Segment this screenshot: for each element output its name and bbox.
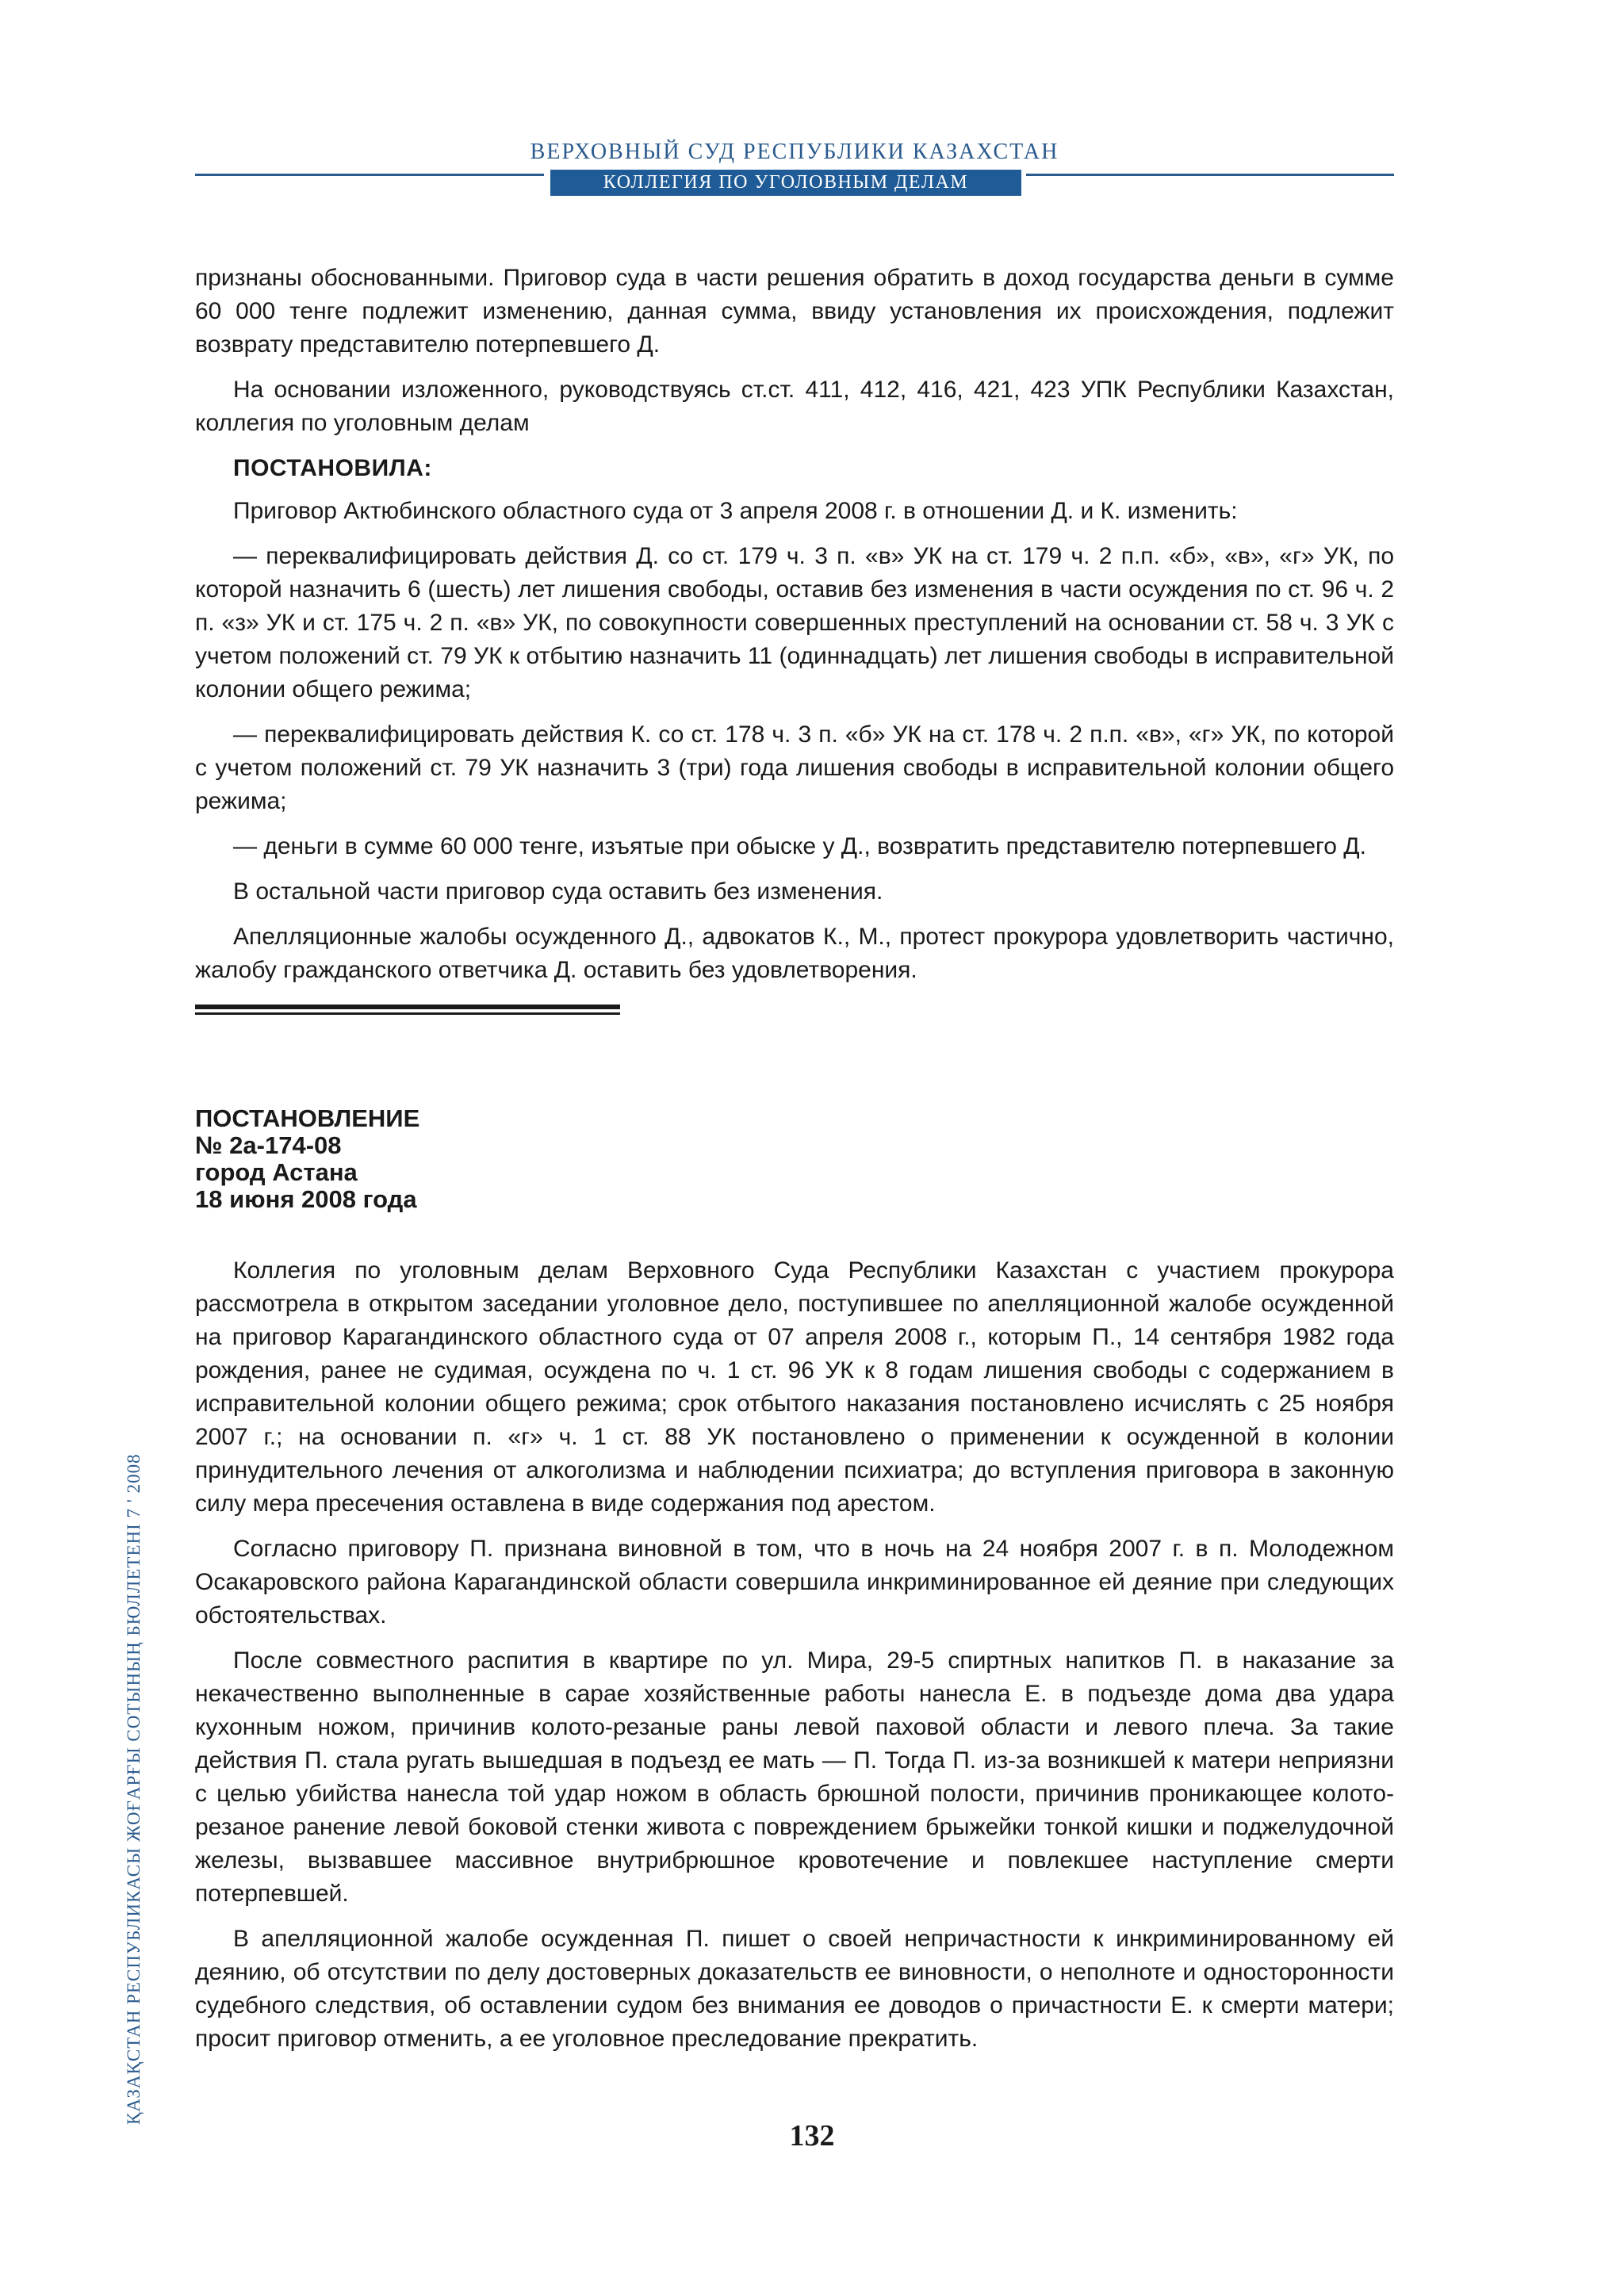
paragraph: Коллегия по уголовным делам Верховного Суда Республики Казахстан с участием прокурора рассмотрела в открытом заседании уголовное дело, поступившее по апелляционной жалобе осужденной на приговор Карагандинского областного суда от 07 апреля 2008 г., которым П., 14 сентября 1982 года рождения, ранее не судимая, осуждена по ч. 1 ст. 96 УК к 8 годам лишения свободы с содержанием в исправительной колонии общего режима; срок отбытого наказания постановлено исчислять с 25 ноября 2007 г.; на основании п. «г» ч. 1 ст. 88 УК постановлено о применении к осужденной в колонии принудительного лечения от алкоголизма и наблюдении психиатра; до вступления приговора в законную силу мера пресечения оставлена в виде содержания под арестом. bbox=[195, 1257, 1394, 1517]
header-title: ВЕРХОВНЫЙ СУД РЕСПУБЛИКИ КАЗАХСТАН bbox=[530, 140, 1059, 164]
paragraph: признаны обоснованными. Приговор суда в части решения обратить в доход государства деньги в сумме 60 000 тенге подлежит изменению, данная сумма, ввиду установления их происхождения, подлежит возврату представителю потерпевшего Д. bbox=[195, 265, 1394, 358]
paragraph: В остальной части приговор суда оставить без изменения. bbox=[233, 878, 883, 905]
paragraph: На основании изложенного, руководствуясь ст.ст. 411, 412, 416, 421, 423 УПК Республики Казахстан, коллегия по уголовным делам bbox=[195, 377, 1394, 436]
page-number: 132 bbox=[789, 2119, 835, 2152]
paragraph: Приговор Актюбинского областного суда от 3 апреля 2008 г. в отношении Д. и К. изменить: bbox=[233, 498, 1238, 524]
spacer bbox=[195, 1213, 1394, 1254]
page-header bbox=[195, 140, 1394, 203]
decision-number: № 2а-174-08 bbox=[195, 1131, 342, 1159]
decision-date: 18 июня 2008 года bbox=[195, 1185, 417, 1213]
paragraph: В апелляционной жалобе осужденная П. пишет о своей непричастности к инкриминированному ей деянию, об отсутствии по делу достоверных доказательств ее виновности, о неполноте и односторонности судебного следствия, об оставлении судом без внимания ее доводов о причастности Е. к смерти матери; просит приговор отменить, а ее уголовное преследование прекратить. bbox=[195, 1926, 1394, 2052]
header-rule-right bbox=[1026, 174, 1394, 176]
decision-header bbox=[195, 1105, 1394, 1213]
section-divider bbox=[195, 1004, 620, 1015]
divider-thin-line bbox=[195, 1012, 620, 1015]
header-subtitle: КОЛЛЕГИЯ ПО УГОЛОВНЫМ ДЕЛАМ bbox=[550, 170, 1021, 196]
paragraph: Согласно приговору П. признана виновной в том, что в ночь на 24 ноября 2007 г. в п. Молодежном Осакаровского района Карагандинской области совершила инкриминированное ей деяние при следующих обстоятельствах. bbox=[195, 1536, 1394, 1628]
paragraph: — переквалифицировать действия К. со ст. 178 ч. 3 п. «б» УК на ст. 178 ч. 2 п.п. «в», «г» УК, по которой с учетом положений ст. 79 УК назначить 3 (три) года лишения свободы в исправительной колонии общего режима; bbox=[195, 721, 1394, 814]
divider-thick-line bbox=[195, 1004, 620, 1009]
paragraph: — переквалифицировать действия Д. со ст. 179 ч. 3 п. «в» УК на ст. 179 ч. 2 п.п. «б», «в», «г» УК, по которой назначить 6 (шесть) лет лишения свободы, оставив без изменения в части осуждения по ст. 96 ч. 2 п. «з» УК и ст. 175 ч. 2 п. «в» УК, по совокупности совершенных преступлений на основании ст. 58 ч. 3 УК с учетом положений ст. 79 УК к отбытию назначить 11 (одиннадцать) лет лишения свободы в исправительной колонии общего режима; bbox=[195, 543, 1394, 702]
paragraph: После совместного распития в квартире по ул. Мира, 29-5 спиртных напитков П. в наказание за некачественно выполненные в сарае хозяйственные работы нанесла Е. в подъезде дома два удара кухонным ножом, причинив колото-резаные раны левой паховой области и левого плеча. За такие действия П. стала ругать вышедшая в подъезд ее мать — П. Тогда П. из-за возникшей к матери неприязни с целью убийства нанесла той удар ножом в область брюшной полости, причинив проникающее колото-резаное ранение левой боковой стенки живота с повреждением брыжейки тонкой кишки и поджелудочной железы, вызвавшее массивное внутрибрюшное кровотечение и повлекшее наступление смерти потерпевшей. bbox=[195, 1647, 1394, 1907]
resolution-heading: ПОСТАНОВИЛА: bbox=[233, 455, 432, 481]
paragraph: — деньги в сумме 60 000 тенге, изъятые при обыске у Д., возвратить представителю потерпевшего Д. bbox=[233, 833, 1366, 859]
page-content bbox=[195, 262, 1394, 2068]
decision-city: город Астана bbox=[195, 1158, 358, 1186]
decision-title: ПОСТАНОВЛЕНИЕ bbox=[195, 1104, 420, 1132]
paragraph: Апелляционные жалобы осужденного Д., адвокатов К., М., протест прокурора удовлетворить частично, жалобу гражданского ответчика Д. оставить без удовлетворения. bbox=[195, 924, 1394, 983]
bulletin-side-caption: ҚАЗАҚСТАН РЕСПУБЛИКАСЫ ЖОҒАРҒЫ СОТЫНЫҢ БЮЛЛЕТЕНІ 7 ' 2008 bbox=[124, 1453, 144, 2125]
header-rule-left bbox=[195, 174, 544, 176]
